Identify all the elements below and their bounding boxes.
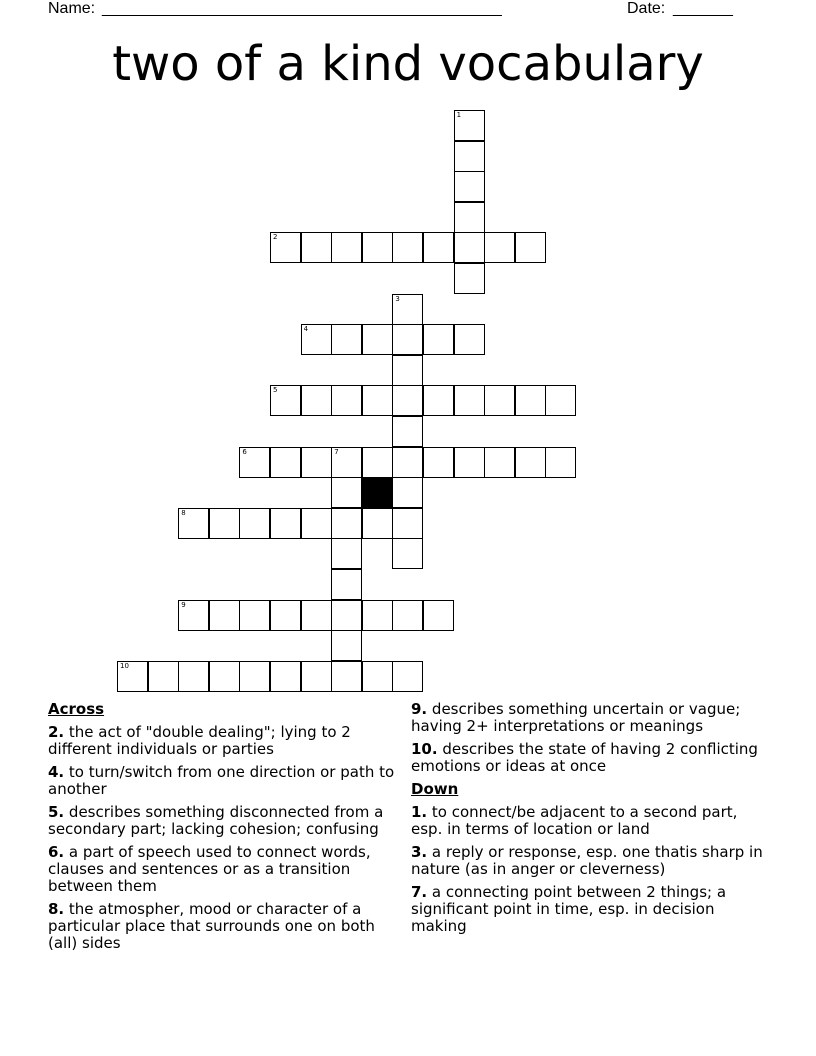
crossword-cell[interactable]	[484, 385, 515, 416]
crossword-cell[interactable]	[362, 385, 393, 416]
crossword-cell[interactable]	[331, 630, 362, 661]
cell-number: 7	[334, 447, 339, 456]
crossword-cell[interactable]	[392, 385, 423, 416]
black-cell	[362, 477, 393, 508]
crossword-cell[interactable]	[178, 661, 209, 692]
crossword-cell[interactable]	[423, 447, 454, 478]
clue-number: 4.	[48, 763, 65, 781]
clue-across-9	[411, 701, 771, 735]
crossword-cell[interactable]	[331, 508, 362, 539]
name-field[interactable]: _______________________________________________	[102, 0, 502, 17]
crossword-cell[interactable]	[392, 661, 423, 692]
crossword-cell[interactable]	[362, 600, 393, 631]
crossword-cell[interactable]	[392, 324, 423, 355]
clue-across-4	[48, 764, 408, 798]
clue-number: 9.	[411, 700, 428, 718]
cell-number: 10	[120, 661, 129, 670]
cell-number: 3	[395, 294, 400, 303]
crossword-cell[interactable]	[454, 141, 485, 172]
crossword-cell[interactable]	[392, 447, 423, 478]
crossword-cell[interactable]	[454, 385, 485, 416]
clue-number: 2.	[48, 723, 65, 741]
crossword-cell[interactable]	[484, 232, 515, 263]
date-label: Date:	[627, 0, 666, 17]
clue-number: 3.	[411, 843, 428, 861]
crossword-cell[interactable]	[270, 385, 301, 416]
crossword-cell[interactable]	[423, 232, 454, 263]
crossword-cell[interactable]	[545, 385, 576, 416]
clue-text: the act of "double dealing"; lying to 2 different individuals or parties	[48, 723, 351, 758]
cell-number: 5	[273, 386, 278, 395]
cell-number: 6	[242, 447, 247, 456]
crossword-cell[interactable]	[331, 569, 362, 600]
crossword-cell[interactable]	[331, 661, 362, 692]
clue-text: to turn/switch from one direction or path to another	[48, 763, 395, 798]
crossword-cell[interactable]	[270, 508, 301, 539]
crossword-cell[interactable]	[239, 661, 270, 692]
crossword-cell[interactable]	[270, 661, 301, 692]
crossword-cell[interactable]	[423, 324, 454, 355]
crossword-cell[interactable]	[484, 447, 515, 478]
crossword-cell[interactable]	[209, 600, 240, 631]
clue-text: to connect/be adjacent to a second part, esp. in terms of location or land	[411, 803, 738, 838]
crossword-cell[interactable]	[331, 385, 362, 416]
crossword-cell[interactable]	[454, 263, 485, 294]
crossword-cell[interactable]	[331, 600, 362, 631]
clue-across-5	[48, 804, 408, 838]
crossword-cell[interactable]	[301, 508, 332, 539]
crossword-cell[interactable]	[423, 600, 454, 631]
clue-down-3	[411, 844, 771, 878]
crossword-cell[interactable]	[331, 324, 362, 355]
date-field[interactable]: _______	[673, 0, 733, 17]
crossword-cell[interactable]	[392, 232, 423, 263]
clue-across-8	[48, 901, 408, 952]
crossword-cell[interactable]	[392, 600, 423, 631]
clue-number: 5.	[48, 803, 65, 821]
crossword-cell[interactable]	[362, 508, 393, 539]
clue-text: describes the state of having 2 conflicting emotions or ideas at once	[411, 740, 758, 775]
crossword-cell[interactable]	[331, 447, 362, 478]
crossword-cell[interactable]	[331, 477, 362, 508]
crossword-cell[interactable]	[392, 538, 423, 569]
cell-number: 8	[181, 508, 186, 517]
crossword-cell[interactable]	[454, 324, 485, 355]
clue-number: 6.	[48, 843, 65, 861]
crossword-cell[interactable]	[209, 508, 240, 539]
header	[0, 0, 816, 22]
clue-text: describes something uncertain or vague; having 2+ interpretations or meanings	[411, 700, 741, 735]
clue-text: a part of speech used to connect words, clauses and sentences or as a transition between them	[48, 843, 371, 895]
name-label: Name:	[48, 0, 96, 17]
crossword-cell[interactable]	[301, 600, 332, 631]
cell-number: 4	[303, 325, 309, 334]
crossword-cell[interactable]	[301, 385, 332, 416]
page-title: two of a kind vocabulary	[112, 36, 704, 92]
crossword-cell[interactable]	[392, 355, 423, 386]
crossword-cell[interactable]	[148, 661, 179, 692]
clue-down-1	[411, 804, 771, 838]
crossword-cell[interactable]	[454, 171, 485, 202]
cell-number: 2	[273, 233, 278, 242]
cell-number: 9	[181, 600, 186, 609]
crossword-cell[interactable]	[301, 447, 332, 478]
crossword-cell[interactable]	[301, 324, 332, 355]
clue-number: 10.	[411, 740, 438, 758]
crossword-cell[interactable]	[239, 508, 270, 539]
clue-across-10	[411, 741, 771, 775]
clue-number: 1.	[411, 803, 428, 821]
crossword-cell[interactable]	[331, 232, 362, 263]
crossword-cell[interactable]	[392, 477, 423, 508]
clue-number: 7.	[411, 883, 428, 901]
clue-down-7	[411, 884, 771, 935]
crossword-cell[interactable]	[515, 447, 546, 478]
crossword-cell[interactable]	[178, 508, 209, 539]
crossword-cell[interactable]	[239, 447, 270, 478]
clues-right-column	[411, 701, 771, 941]
down-heading: Down	[411, 780, 459, 798]
crossword-cell[interactable]	[423, 385, 454, 416]
crossword-cell[interactable]	[301, 661, 332, 692]
crossword-cell[interactable]	[362, 324, 393, 355]
crossword-cell[interactable]	[270, 600, 301, 631]
crossword-cell[interactable]	[392, 294, 423, 325]
crossword-cell[interactable]	[362, 232, 393, 263]
crossword-cell[interactable]	[454, 232, 485, 263]
crossword-cell[interactable]	[545, 447, 576, 478]
clue-text: describes something disconnected from a secondary part; lacking cohesion; confusing	[48, 803, 384, 838]
crossword-cell[interactable]	[239, 600, 270, 631]
crossword-cell[interactable]	[178, 600, 209, 631]
clue-across-2	[48, 724, 408, 758]
crossword-cell[interactable]	[454, 110, 485, 141]
crossword-cell[interactable]	[117, 661, 148, 692]
clue-text: a reply or response, esp. one thatis sharp in nature (as in anger or cleverness)	[411, 843, 763, 878]
crossword-cell[interactable]	[362, 661, 393, 692]
crossword-cell[interactable]	[270, 232, 301, 263]
clue-text: a connecting point between 2 things; a significant point in time, esp. in decision making	[411, 883, 727, 935]
crossword-cell[interactable]	[270, 447, 301, 478]
crossword-cell[interactable]	[454, 447, 485, 478]
clue-text: the atmospher, mood or character of a particular place that surrounds one on both (all) sides	[48, 900, 375, 952]
crossword-cell[interactable]	[515, 385, 546, 416]
crossword-cell[interactable]	[454, 202, 485, 233]
crossword-cell[interactable]	[301, 232, 332, 263]
crossword-cell[interactable]	[392, 416, 423, 447]
clue-across-6	[48, 844, 408, 895]
clues-left-column	[48, 701, 408, 958]
crossword-cell[interactable]	[515, 232, 546, 263]
crossword-cell[interactable]	[362, 447, 393, 478]
crossword-cell[interactable]	[331, 538, 362, 569]
crossword-cell[interactable]	[209, 661, 240, 692]
crossword-cell[interactable]	[392, 508, 423, 539]
across-heading: Across	[48, 700, 105, 718]
clue-number: 8.	[48, 900, 65, 918]
cell-number: 1	[456, 111, 462, 119]
